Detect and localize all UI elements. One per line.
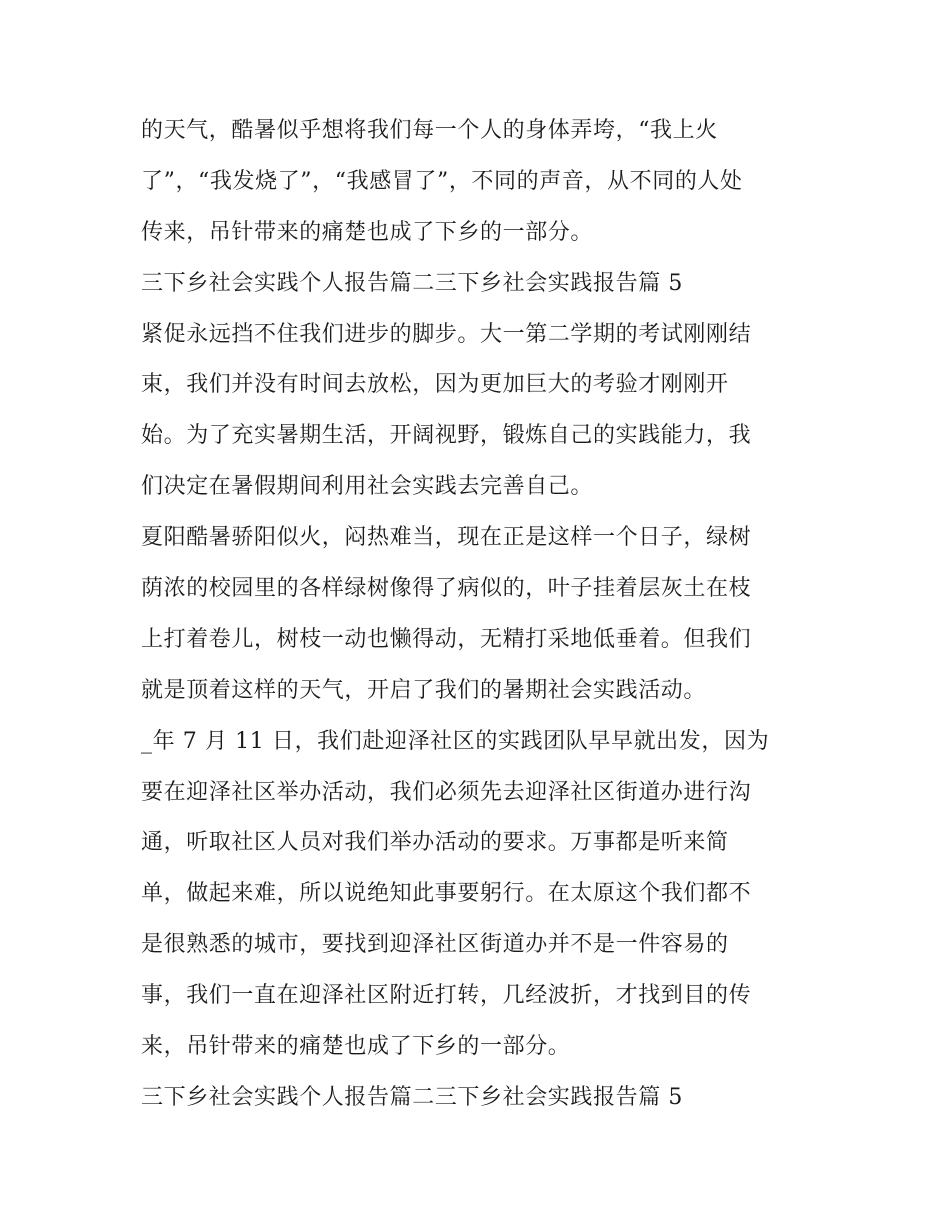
text-line: 们决定在暑假期间利用社会实践去完善自己。	[141, 474, 594, 500]
text-line: 荫浓的校园里的各样绿树像得了病似的，叶子挂着层灰土在枝	[141, 576, 752, 602]
section-heading: 三下乡社会实践个人报告篇二三下乡社会实践报告篇 5	[141, 270, 683, 296]
text-line: 传来，吊针带来的痛楚也成了下乡的一部分。	[141, 219, 594, 245]
text-line: 上打着卷儿，树枝一动也懒得动，无精打采地低垂着。但我们	[141, 626, 752, 652]
text-line: 的天气，酷暑似乎想将我们每一个人的身体弄垮，“我上火	[141, 118, 718, 143]
section-heading: 三下乡社会实践个人报告篇二三下乡社会实践报告篇 5	[141, 1084, 683, 1110]
text-line: 就是顶着这样的天气，开启了我们的暑期社会实践活动。	[141, 677, 707, 703]
text-line: 是很熟悉的城市，要找到迎泽社区街道办并不是一件容易的	[141, 932, 729, 958]
text-line: 始。为了充实暑期生活，开阔视野，锻炼自己的实践能力，我	[141, 423, 752, 449]
text-line: _年 7 月 11 日，我们赴迎泽社区的实践团队早早就出发，因为	[141, 728, 770, 754]
text-line: 束，我们并没有时间去放松，因为更加巨大的考验才刚刚开	[141, 372, 729, 398]
text-line: 要在迎泽社区举办活动，我们必须先去迎泽社区街道办进行沟	[141, 779, 752, 805]
text-line: 来，吊针带来的痛楚也成了下乡的一部分。	[141, 1034, 571, 1060]
text-line: 通，听取社区人员对我们举办活动的要求。万事都是听来简	[141, 830, 729, 856]
text-line: 了”，“我发烧了”，“我感冒了”，不同的声音，从不同的人处	[141, 168, 743, 194]
document-body	[141, 106, 821, 1124]
text-line: 事，我们一直在迎泽社区附近打转，几经波折，才找到目的传	[141, 983, 752, 1009]
text-line: 紧促永远挡不住我们进步的脚步。大一第二学期的考试刚刚结	[141, 321, 752, 347]
text-line: 单，做起来难，所以说绝知此事要躬行。在太原这个我们都不	[141, 881, 752, 907]
text-line: 夏阳酷暑骄阳似火，闷热难当，现在正是这样一个日子，绿树	[141, 525, 752, 551]
